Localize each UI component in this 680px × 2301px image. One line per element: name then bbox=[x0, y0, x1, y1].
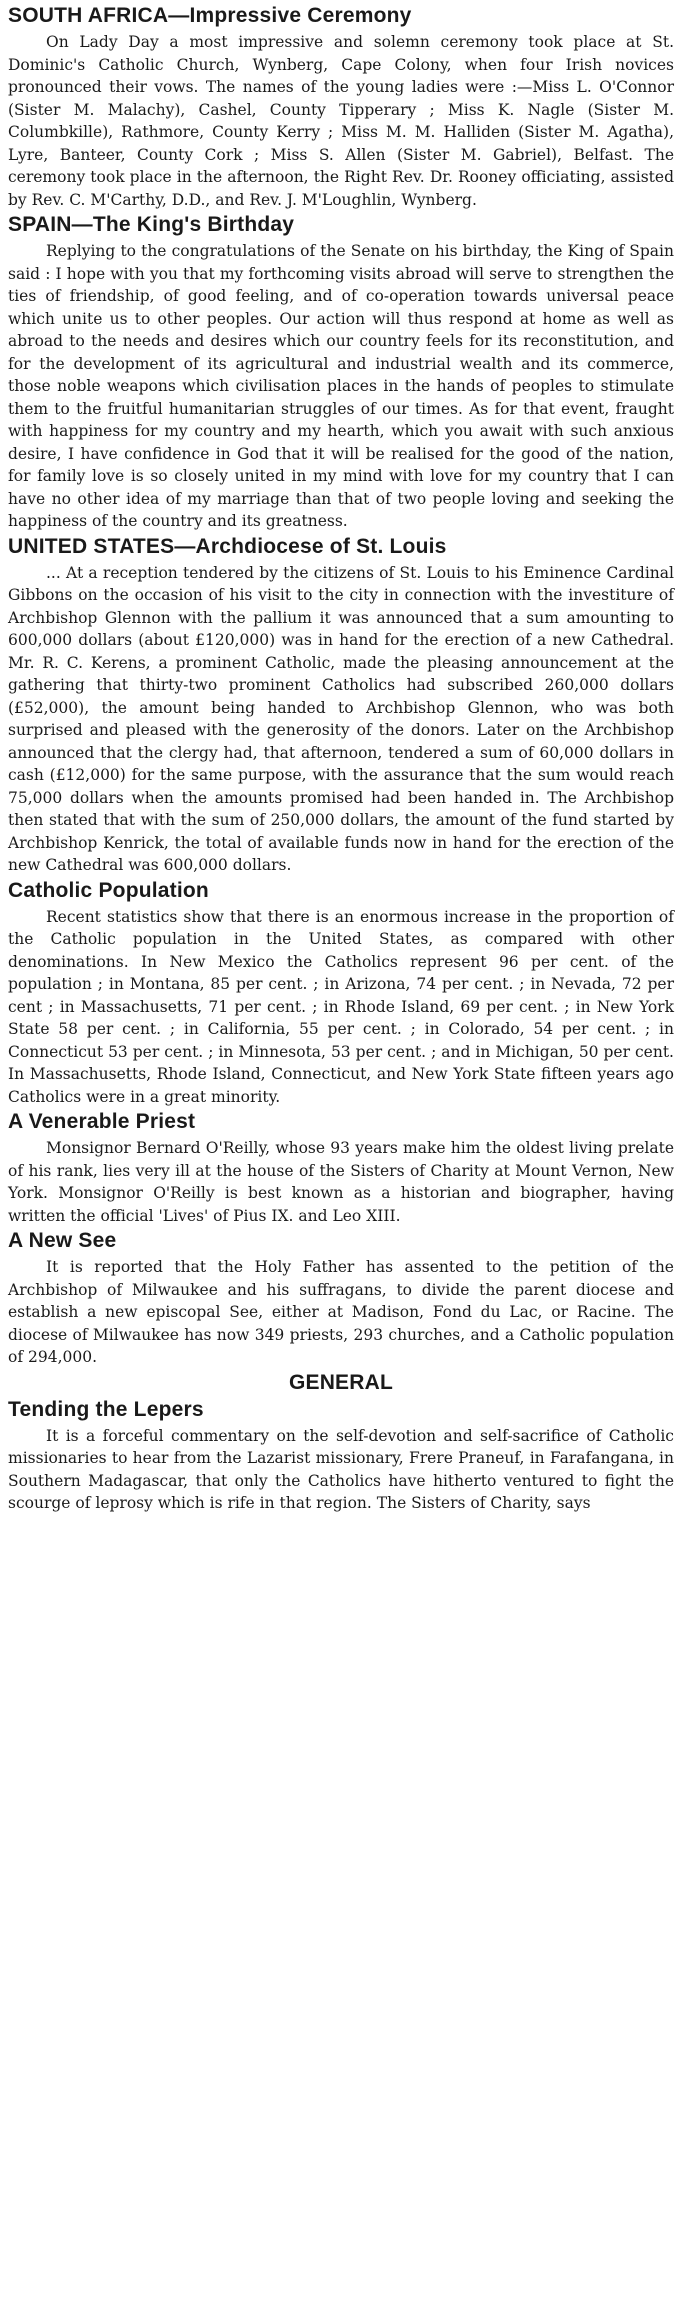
section-heading: SOUTH AFRICA—Impressive Ceremony bbox=[8, 4, 412, 27]
section-body: It is a forceful commentary on the self-devotion and self-sacrifice of Catholic missionaries to hear from the Lazarist missionary, Frere Praneuf, in Farafangana, in Southern Madagascar, that only the Catholics have hitherto ventured to fight the scourge of leprosy which is rife in that region. The Sisters of Charity, says bbox=[8, 1426, 674, 1512]
section-body: Replying to the congratulations of the Senate on his birthday, the King of Spain said : I hope with you that my forthcoming visits abroad will serve to strengthen the ties of friendship, of good feeling, and of co-operation towards universal peace which unite us to other peoples. Our action will thus respond at home as well as abroad to the needs and desires which our country feels for its reconstitution, and for the development of its agricultural and industrial wealth and its commerce, those noble weapons which civilisation places in the hands of peoples to stimulate them to the fruitful humanitarian struggles of our times. As for that event, fraught with happiness for my country and my hearth, which you await with such anxious desire, I have confidence in God that it will be realised for the good of the nation, for family love is so closely united in my mind with love for my country that I can have no other idea of my marriage than that of two people loving and seeking the happiness of the country and its greatness. bbox=[8, 242, 674, 530]
section-heading: SPAIN—The King's Birthday bbox=[8, 213, 295, 236]
section-heading: Tending the Lepers bbox=[8, 1397, 204, 1421]
section-general bbox=[8, 1371, 674, 1395]
section-heading: A New See bbox=[8, 1229, 117, 1252]
section-tending-lepers bbox=[8, 1398, 674, 1515]
section-catholic-population bbox=[8, 879, 674, 1109]
section-heading: UNITED STATES—Archdiocese of St. Louis bbox=[8, 534, 447, 558]
section-venerable-priest bbox=[8, 1110, 674, 1227]
section-new-see bbox=[8, 1229, 674, 1369]
section-body: ... At a reception tendered by the citizens of St. Louis to his Eminence Cardinal Gibbons on the occasion of his visit to the city in connection with the investiture of Archbishop Glennon with the pallium it was announced that a sum amounting to 600,000 dollars (about £120,000) was in hand for the erection of a new Cathedral. Mr. R. C. Kerens, a prominent Catholic, made the pleasing announcement at the gathering that thirty-two prominent Catholics had subscribed 260,000 dollars (£52,000), the amount being handed to Archbishop Glennon, who was both surprised and pleased with the generosity of the donors. Later on the Archbishop announced that the clergy had, that afternoon, tendered a sum of 60,000 dollars in cash (£12,000) for the same purpose, with the assurance that the sum would reach 75,000 dollars when the amounts promised had been handed in. The Archbishop then stated that with the sum of 250,000 dollars, the amount of the fund started by Archbishop Kenrick, the total of available funds now in hand for the erection of the new Cathedral was 600,000 dollars. bbox=[8, 563, 674, 874]
section-south-africa bbox=[8, 4, 674, 211]
section-united-states bbox=[8, 535, 674, 877]
section-body: On Lady Day a most impressive and solemn ceremony took place at St. Dominic's Catholic Church, Wynberg, Cape Colony, when four Irish novices pronounced their vows. The names of the young ladies were :—Miss L. O'Connor (Sister M. Malachy), Cashel, County Tipperary ; Miss K. Nagle (Sister M. Columbkille), Rathmore, County Kerry ; Miss M. M. Halliden (Sister M. Agatha), Lyre, Banteer, County Cork ; Miss S. Allen (Sister M. Gabriel), Belfast. The ceremony took place in the afternoon, the Right Rev. Dr. Rooney officiating, assisted by Rev. C. M'Carthy, D.D., and Rev. J. M'Loughlin, Wynberg. bbox=[8, 33, 674, 209]
section-body: Recent statistics show that there is an enormous increase in the proportion of the Catholic population in the United States, as compared with other denominations. In New Mexico the Catholics represent 96 per cent. of the population ; in Montana, 85 per cent. ; in Arizona, 74 per cent. ; in Nevada, 72 per cent ; in Massachusetts, 71 per cent. ; in Rhode Island, 69 per cent. ; in New York State 58 per cent. ; in California, 55 per cent. ; in Colorado, 54 per cent. ; in Connecticut 53 per cent. ; in Minnesota, 53 per cent. ; and in Michigan, 50 per cent. In Massachusetts, Rhode Island, Connecticut, and New York State fifteen years ago Catholics were in a great minority. bbox=[8, 907, 674, 1106]
section-heading: Catholic Population bbox=[8, 878, 209, 902]
section-body: It is reported that the Holy Father has assented to the petition of the Archbishop of Milwaukee and his suffragans, to divide the parent diocese and establish a new episcopal See, either at Madison, Fond du Lac, or Racine. The diocese of Milwaukee has now 349 priests, 293 churches, and a Catholic population of 294,000. bbox=[8, 1258, 674, 1366]
section-spain bbox=[8, 213, 674, 533]
section-heading: GENERAL bbox=[288, 1370, 394, 1394]
section-body: Monsignor Bernard O'Reilly, whose 93 years make him the oldest living prelate of his rank, lies very ill at the house of the Sisters of Charity at Mount Vernon, New York. Monsignor O'Reilly is best known as a historian and biographer, having written the official 'Lives' of Pius IX. and Leo XIII. bbox=[8, 1139, 674, 1225]
section-heading: A Venerable Priest bbox=[8, 1110, 196, 1133]
